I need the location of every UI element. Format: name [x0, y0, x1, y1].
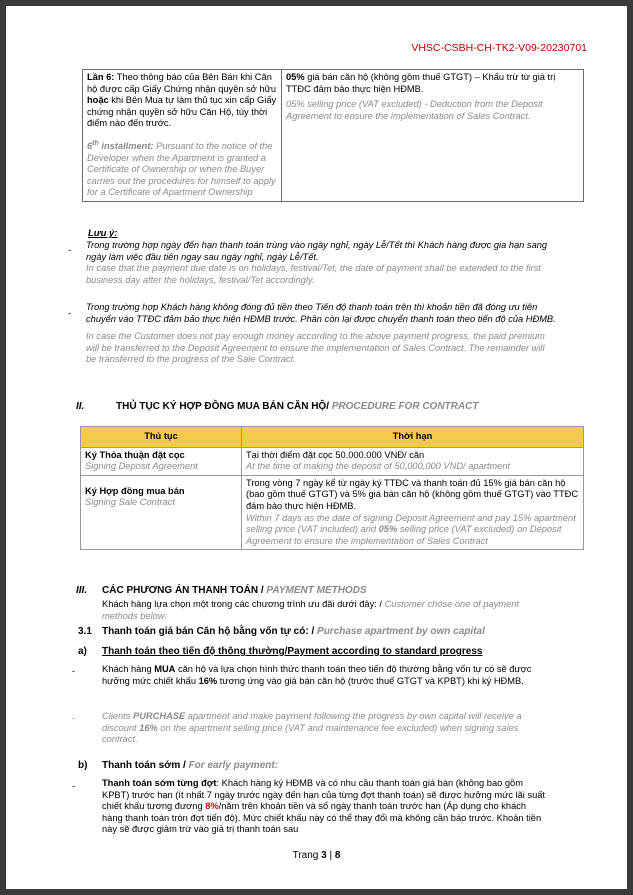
subsection-3-1-vi: Thanh toán giá bán Căn hộ bằng vốn tự có: /	[102, 626, 315, 637]
deadline-en: At the time of making the deposit of 50,000,000 VND/ apartment	[246, 461, 511, 472]
procedure-vi: Ký Hợp đồng mua bán	[85, 485, 185, 496]
installment-right-cell	[282, 70, 584, 202]
installment-text: Theo thông báo của Bên Bán khi Căn hộ được cấp Giấy Chứng nhận quyền sở hữu	[87, 72, 277, 94]
section-2-title-en: PROCEDURE FOR CONTRACT	[328, 401, 479, 412]
intro-en: Customer chose one of payment methods below:	[102, 599, 519, 621]
procedure-header: Thủ tục	[81, 427, 242, 448]
section-2-title-vi: THỦ TỤC KÝ HỢP ĐỒNG MUA BÁN CĂN HỘ/	[116, 401, 329, 412]
note-item-2-vi: Trong trường hợp Khách hàng không đóng đủ tiền theo Tiến độ thanh toán trên thì khoản tiền đã đóng ưu tiên chuyển vào TTĐC đảm bảo thực hiện HĐMB trước. Phần còn lại được chuyển thanh toán theo tiến độ của HĐMB.	[86, 302, 556, 324]
installment-en-text: Pursuant to the notice of the Developer when the Apartment is granted a Certificate of Ownership or when the Buyer carries out the procedures for himself to apply for a Certificate of Apartment Ownership	[87, 141, 276, 198]
intro-vi: Khách hàng lựa chọn một trong các chương trình ưu đãi dưới đây: /	[102, 599, 382, 609]
deadline-vi: Tại thời điểm đặt cọc 50.000.000 VNĐ/ căn	[246, 449, 425, 460]
section-2-number: II.	[76, 401, 85, 412]
note-item-1-en: In case that the payment due date is on holidays, festival/Tet, the date of payment shall be extended to the first business day after the holidays, festival/Tet accordingly.	[86, 263, 541, 285]
installment-row	[83, 70, 584, 202]
installment-en-num: 6	[87, 141, 93, 152]
installment-en-sup: th	[92, 139, 99, 147]
document-page	[6, 6, 627, 889]
subsection-3-1-title	[102, 626, 485, 637]
installment-left-en	[87, 138, 277, 199]
section-2-title	[116, 401, 478, 412]
item-a-en-bullet: -	[72, 713, 76, 723]
page-separator: |	[329, 850, 333, 861]
item-a-en-text-1: Clients	[102, 711, 134, 721]
deadline-en-pct: 05%	[378, 524, 398, 535]
note-title: Lưu ý:	[88, 228, 118, 239]
procedure-en: Signing Sale Contract	[85, 497, 175, 508]
item-a-text-3: tương ứng vào giá bán căn hộ (trước thuế GTGT và KPBT) khi ký HĐMB.	[217, 675, 524, 686]
item-b-paragraph	[102, 778, 548, 836]
section-3-intro	[102, 599, 540, 622]
deadline-en-text-2: selling price (VAT excluded) on Deposit Agreement to ensure the implementation of Sales Contract	[246, 524, 562, 546]
item-b-title-vi: Thanh toán sớm /	[102, 760, 186, 771]
deadline-en-text: Within 7 days as the date of signing Deposit Agreement and pay 15% apartment selling price (VAT included) and	[246, 512, 576, 535]
section-3-title-vi: CÁC PHƯƠNG ÁN THANH TOÁN /	[102, 585, 264, 596]
note-item-1-vi: Trong trường hợp ngày đến hạn thanh toán trùng vào ngày nghỉ, ngày Lễ/Tết thì Khách hàng được gia hạn sang ngày làm việc đầu tiên ngay sau ngày nghỉ, ngày Lễ/Tết.	[86, 240, 548, 262]
procedure-header-row	[81, 427, 584, 448]
page-number: 3	[321, 850, 327, 861]
installment-right-text: giá bán căn hộ (không gồm thuế GTGT) – Khấu trừ từ giá trị TTĐC đảm bảo thực hiện HĐMB.	[286, 72, 556, 94]
item-a-buy: MUA	[154, 664, 176, 674]
section-3-title	[102, 585, 367, 596]
item-a-bullet: -	[72, 666, 76, 676]
item-a-en-paragraph	[102, 711, 548, 746]
item-b-text-1: : Khách hàng ký HĐMB và có nhu cầu thanh toán giá bán (không bao gồm KPBT) trước hạn (ít nhất 7 ngày trước ngày đến hạn của từng đợt thanh toán) sẽ được hưởng mức lãi suất chiết khấu tương đương	[102, 778, 546, 812]
installment-text-2: khi Bên Mua tự làm thủ tục xin cấp Giấy chứng nhận quyền sở hữu Căn Hộ, tùy thời điểm nào đến trước.	[87, 95, 277, 129]
installment-table	[82, 69, 584, 202]
deadline-cell	[242, 447, 584, 475]
item-b-number: b)	[78, 760, 88, 771]
procedure-table	[80, 426, 584, 550]
page-total: 8	[334, 850, 341, 861]
installment-or: hoặc	[87, 95, 109, 106]
deadline-cell	[242, 475, 584, 550]
item-b-text-2: /năm trên khoản tiền và số ngày thanh toán trước hạn (Áp dụng cho khách hàng thanh toán tròn đợt tiến độ). Mức chiết khấu này có thể thay đổi mà không cần báo trước. Khoản tiền này sẽ được giảm trừ vào giá trị thanh toán sau	[102, 801, 542, 835]
item-a-discount: 16%	[198, 675, 218, 686]
document-code: VHSC-CSBH-CH-TK2-V09-20230701	[411, 42, 587, 54]
installment-right-vi	[286, 72, 579, 95]
note-item-1	[86, 240, 556, 286]
procedure-cell	[81, 475, 242, 550]
item-a-en-text-2: apartment and make payment following the progress by own capital will receive a discount	[102, 711, 522, 733]
page-footer	[6, 850, 627, 861]
item-a-text-1: Khách hàng	[102, 664, 155, 674]
item-b-label: Thanh toán sớm từng đợt	[102, 778, 217, 788]
page-label: Trang	[292, 850, 319, 861]
item-a-en-purchase: PURCHASE	[133, 711, 186, 721]
subsection-3-1-number: 3.1	[78, 626, 92, 637]
subsection-3-1-en: Purchase apartment by own capital	[314, 626, 485, 637]
note-item-2	[86, 302, 556, 366]
installment-en-label: installment:	[98, 141, 154, 152]
note-bullet-1: -	[68, 245, 72, 255]
item-b-bullet: -	[72, 781, 76, 791]
item-a-title: Thanh toán theo tiến độ thông thường/Payment according to standard progress	[102, 646, 483, 657]
installment-left-vi	[87, 72, 277, 130]
item-b-rate: 8%	[205, 801, 219, 812]
table-row	[81, 475, 584, 550]
procedure-en: Signing Deposit Agreement	[85, 461, 198, 472]
installment-right-en: 05% selling price (VAT excluded) - Deduction from the Deposit Agreement to ensure the implementation of Sales Contract.	[286, 99, 543, 121]
procedure-vi: Ký Thỏa thuận đặt cọc	[85, 449, 185, 460]
note-bullet-2: -	[68, 308, 72, 318]
installment-label: Lần 6:	[87, 72, 115, 82]
deadline-en	[246, 513, 579, 548]
installment-left-cell	[83, 70, 282, 202]
section-3-number: III.	[76, 585, 88, 596]
item-a-en-discount: 16%	[139, 722, 158, 733]
deadline-header: Thời hạn	[242, 427, 584, 448]
item-b-title-en: For early payment:	[185, 760, 279, 771]
item-a-text-2: căn hộ và lựa chọn hình thức thanh toán theo tiến độ thường bằng vốn tự có sẽ được hưởng mức chiết khấu	[102, 664, 532, 686]
procedure-cell	[81, 447, 242, 475]
item-b-title	[102, 760, 278, 771]
item-a-number: a)	[78, 646, 87, 657]
item-a-paragraph	[102, 664, 548, 687]
deadline-vi: Trong vòng 7 ngày kể từ ngày ký TTĐC và thanh toán đủ 15% giá bán căn hộ (bao gồm thuế GTGT) và 5% giá bán căn hộ (không gồm thuế GTGT) vào TTĐC đảm bảo thực hiện HĐMB.	[246, 477, 579, 511]
item-a-en-text-3: on the apartment selling price (VAT and maintenance fee excluded) when signing sales contract.	[102, 722, 519, 745]
table-row	[81, 447, 584, 475]
section-3-title-en: PAYMENT METHODS	[263, 585, 367, 596]
installment-pct: 05%	[286, 72, 305, 82]
note-item-2-en: In case the Customer does not pay enough money according to the above payment progress, the paid premium will be transferred to the Deposit Agreement to ensure the implementation of Sales Contract. The remainder will be transferred to the progress of the Sale Contract.	[86, 331, 545, 365]
